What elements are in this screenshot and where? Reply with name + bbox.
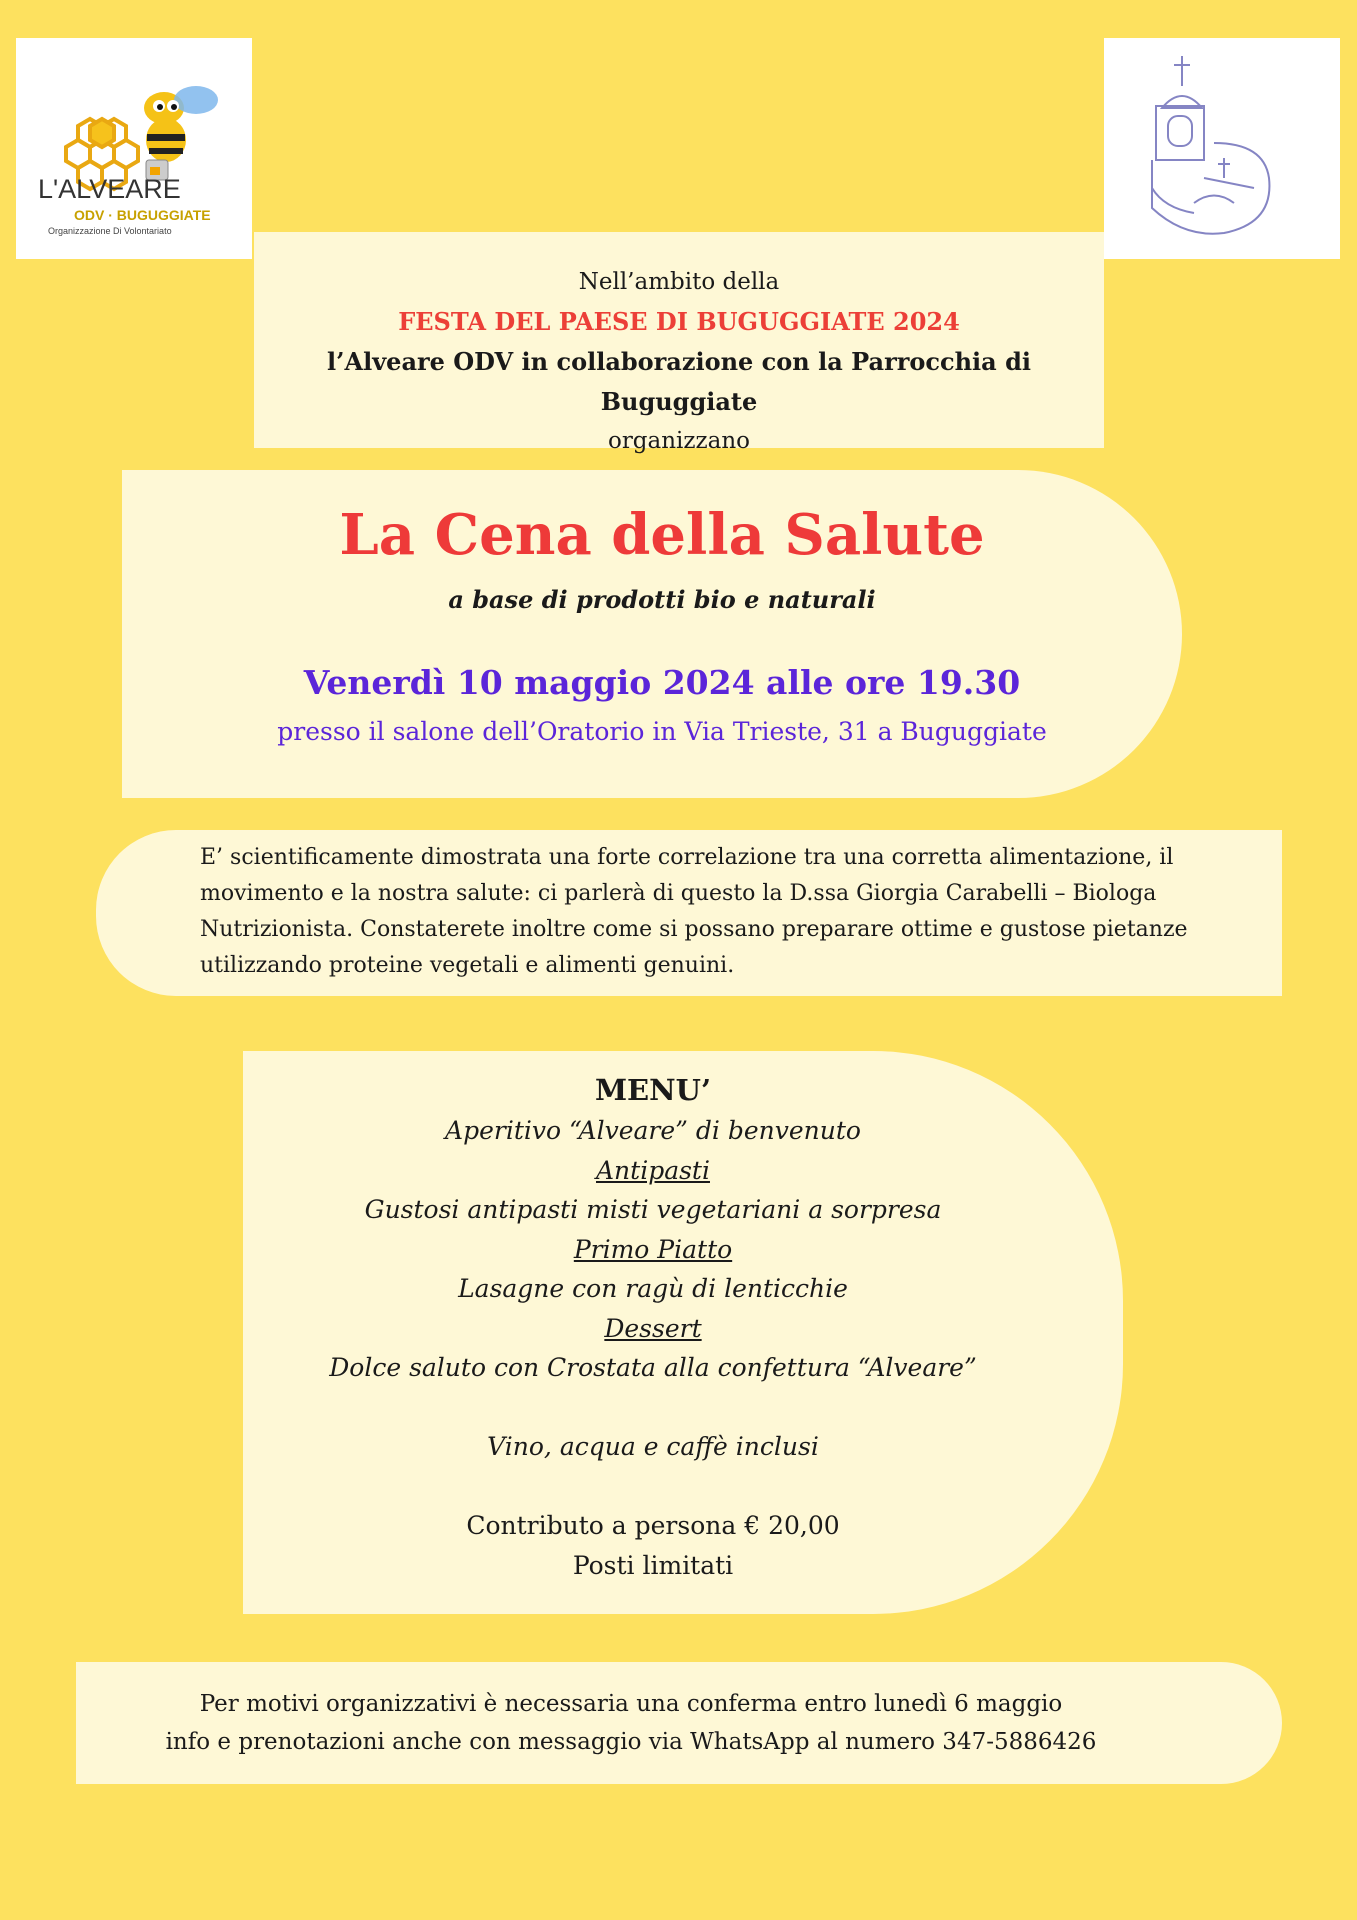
menu-inclusi: Vino, acqua e caffè inclusi <box>487 1432 819 1461</box>
festa-title: FESTA DEL PAESE DI BUGUGGIATE 2024 <box>398 307 960 336</box>
description-panel <box>96 830 1282 996</box>
alveare-logo <box>16 38 252 259</box>
menu-dessert-heading: Dessert <box>604 1313 702 1343</box>
logo-text-alveare: L'ALVEARE <box>38 174 181 204</box>
menu-panel <box>243 1051 1123 1614</box>
menu-antipasti: Gustosi antipasti misti vegetariani a sorpresa <box>364 1195 942 1224</box>
footer-contact: info e prenotazioni anche con messaggio via WhatsApp al numero 347-5886426 <box>165 1729 1097 1755</box>
menu-contributo: Contributo a persona € 20,00 <box>466 1511 840 1540</box>
church-icon <box>1104 38 1340 259</box>
menu-antipasti-heading: Antipasti <box>596 1155 710 1185</box>
logo-text-volontariato: Organizzazione Di Volontariato <box>48 226 172 236</box>
organizers: l’Alveare ODV in collaborazione con la Parrocchia di Buguggiate <box>327 347 1031 416</box>
event-panel <box>122 470 1182 798</box>
description-text: E’ scientificamente dimostrata una forte correlazione tra una corretta alimentazione, il movimento e la nostra salute: ci parlerà di questo la D.ssa Giorgia Carabelli – Biologa Nutrizionista. Constaterete inoltre come si possano preparare ottime e gustose pietanze utilizzando proteine vegetali e alimenti genuini. <box>200 845 1188 978</box>
event-subtitle: a base di prodotti bio e naturali <box>448 585 876 614</box>
parrocchia-logo <box>1104 38 1340 259</box>
menu-dessert: Dolce saluto con Crostata alla confettura “Alveare” <box>329 1353 977 1382</box>
event-title: La Cena della Salute <box>339 502 985 568</box>
intro-panel <box>254 232 1104 454</box>
intro-line: Nell’ambito della <box>578 269 780 295</box>
menu-aperitivo: Aperitivo “Alveare” di benvenuto <box>445 1116 861 1145</box>
footer-confirm: Per motivi organizzativi è necessaria una conferma entro lunedì 6 maggio <box>199 1691 1063 1717</box>
event-place: presso il salone dell’Oratorio in Via Trieste, 31 a Buguggiate <box>277 717 1047 746</box>
menu-posti: Posti limitati <box>572 1550 734 1580</box>
menu-title: MENU’ <box>594 1073 712 1107</box>
bee-hive-icon <box>16 38 252 259</box>
logo-text-odv: ODV · BUGUGGIATE <box>74 207 211 223</box>
footer-panel <box>76 1662 1282 1784</box>
menu-primo-heading: Primo Piatto <box>573 1234 733 1264</box>
menu-primo: Lasagne con ragù di lenticchie <box>458 1274 848 1303</box>
menu-spacer <box>183 1467 1123 1507</box>
organizzano-text: organizzano <box>607 428 751 454</box>
menu-spacer <box>183 1388 1123 1428</box>
event-date: Venerdì 10 maggio 2024 alle ore 19.30 <box>303 663 1021 702</box>
